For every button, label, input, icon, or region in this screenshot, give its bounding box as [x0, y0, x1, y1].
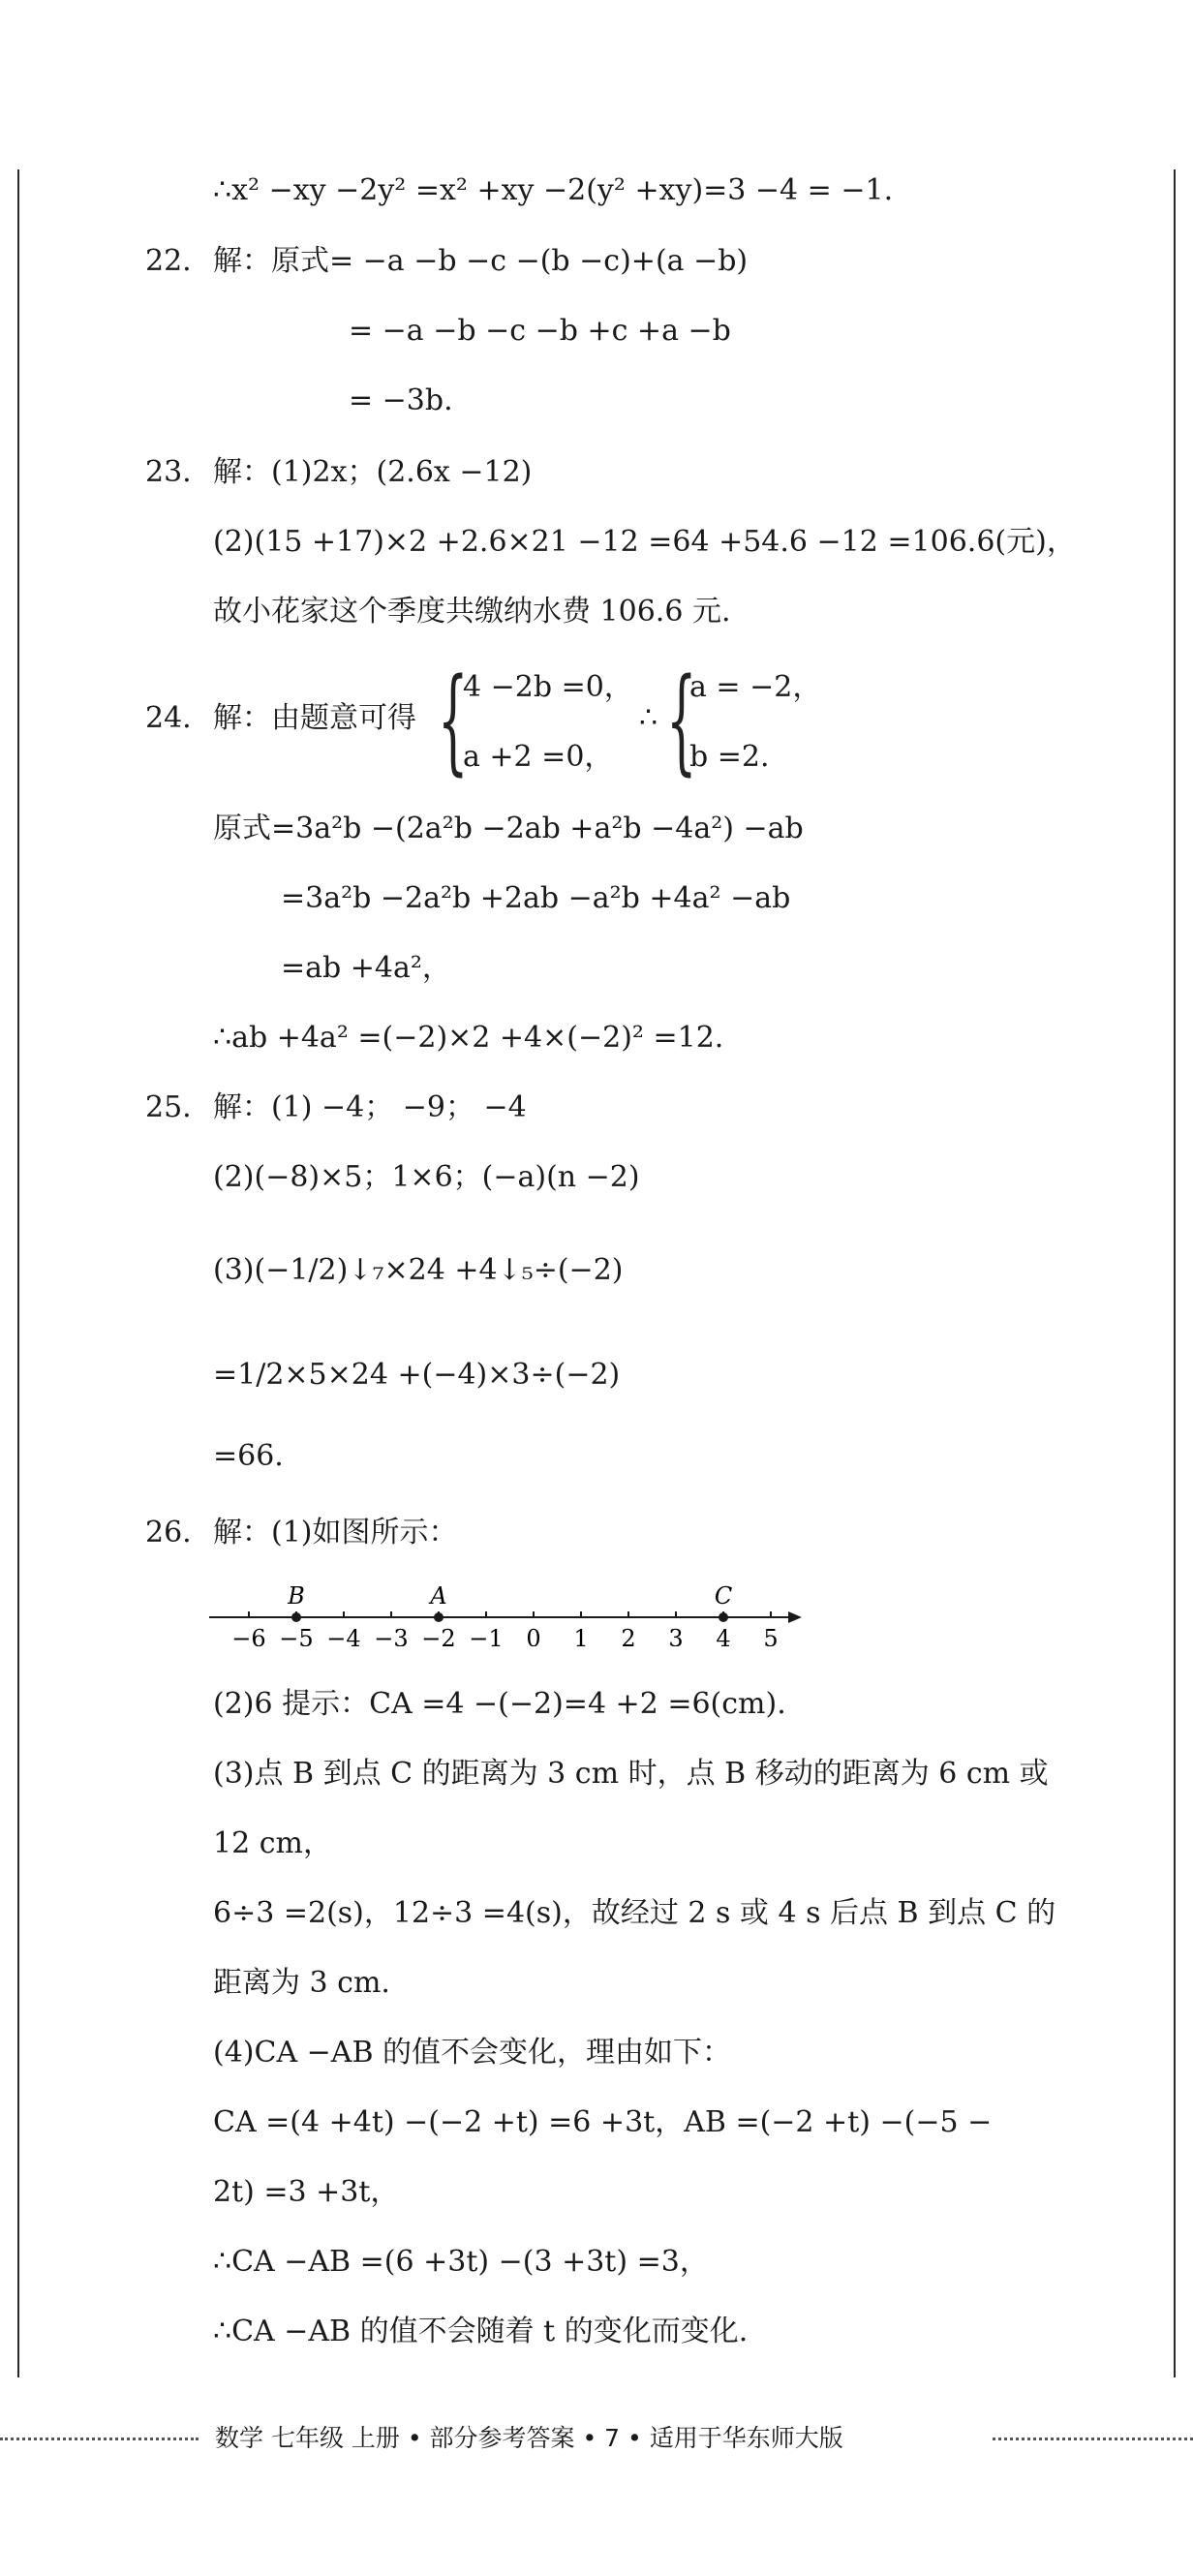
q24-line-5: ∴ab +4a² =(−2)×2 +4×(−2)² =12.	[213, 1021, 724, 1055]
left-margin-rule	[17, 169, 19, 2377]
left-brace-1: {	[438, 653, 469, 786]
q24-therefore: ∴	[639, 701, 658, 735]
q26-line-8: CA =(4 +4t) −(−2 +t) =6 +3t，AB =(−2 +t) −(−5 −	[213, 2105, 993, 2139]
q21-conclusion-text: ∴x² −xy −2y² =x² +xy −2(y² +xy)=3 −4 = −1.	[213, 173, 894, 207]
q26-line-9: 2t) =3 +3t，	[213, 2175, 400, 2209]
q22-line-2: = −a −b −c −b +c +a −b	[349, 314, 731, 348]
q24-system1-eq2: a +2 =0，	[463, 740, 614, 774]
number-line-arrow	[788, 1611, 802, 1623]
q25-line-1: 解：(1) −4； −9； −4	[213, 1090, 527, 1124]
number-line	[194, 1569, 813, 1646]
footer-dots-right	[993, 2438, 1193, 2440]
q26-line-6: 距离为 3 cm.	[213, 1966, 390, 2000]
tick-label: −1	[469, 1625, 504, 1646]
point-label-a: A	[430, 1582, 447, 1610]
tick-label: −3	[374, 1625, 409, 1646]
tick-label: 0	[526, 1625, 541, 1646]
tick-label: −4	[326, 1625, 361, 1646]
q22-number: 22.	[145, 244, 192, 278]
point-label-c: C	[714, 1582, 733, 1610]
q21-conclusion	[213, 171, 893, 210]
q26-line-5: 6÷3 =2(s)，12÷3 =4(s)，故经过 2 s 或 4 s 后点 B 到点 C 的	[213, 1896, 1056, 1930]
q25-line-2: (2)(−8)×5；1×6；(−a)(n −2)	[213, 1160, 640, 1194]
q22-line-1: 解：原式= −a −b −c −(b −c)+(a −b)	[213, 244, 749, 278]
q23-line-3: 故小花家这个季度共缴纳水费 106.6 元.	[213, 595, 731, 629]
q26-line-11: ∴CA −AB 的值不会随着 t 的变化而变化.	[213, 2315, 749, 2348]
q24-line-1: 解：由题意可得	[213, 701, 416, 735]
q26-line-10: ∴CA −AB =(6 +3t) −(3 +3t) =3，	[213, 2245, 709, 2279]
tick-label: −5	[279, 1625, 314, 1646]
q26-number: 26.	[145, 1516, 192, 1549]
q22-line-3: = −3b.	[349, 383, 453, 417]
page-footer	[0, 2419, 1193, 2458]
tick-label: 4	[716, 1625, 731, 1646]
q23-line-1: 解：(1)2x；(2.6x −12)	[213, 455, 533, 489]
footer-dots-left	[0, 2438, 199, 2440]
q25-line-4: =1/2×5×24 +(−4)×3÷(−2)	[213, 1358, 621, 1392]
q26-line-1: 解：(1)如图所示：	[213, 1516, 458, 1549]
q26-line-7: (4)CA −AB 的值不会变化，理由如下：	[213, 2036, 732, 2070]
q26-line-2: (2)6 提示：CA =4 −(−2)=4 +2 =6(cm).	[213, 1687, 786, 1721]
q24-line-2: 原式=3a²b −(2a²b −2ab +a²b −4a²) −ab	[213, 812, 804, 845]
q25-line-5: =66.	[213, 1439, 284, 1473]
q24-line-4: =ab +4a²，	[281, 951, 451, 985]
tick-label: −6	[231, 1625, 266, 1646]
tick-label: 3	[668, 1625, 684, 1646]
q24-number: 24.	[145, 701, 192, 735]
point-b	[291, 1612, 301, 1622]
q24-line-3: =3a²b −2a²b +2ab −a²b +4a² −ab	[281, 881, 791, 915]
q25-line-3: (3)(−1/2)↓₇×24 +4↓₅÷(−2)	[213, 1253, 624, 1287]
q24-system2-eq1: a = −2，	[689, 670, 822, 704]
footer-text: 数学 七年级 上册 • 部分参考答案 • 7 • 适用于华东师大版	[215, 2424, 843, 2452]
tick-label: 2	[621, 1625, 636, 1646]
tick-label: 5	[763, 1625, 779, 1646]
number-line-points	[287, 1582, 732, 1622]
q25-number: 25.	[145, 1090, 192, 1124]
q26-line-3: (3)点 B 到点 C 的距离为 3 cm 时，点 B 移动的距离为 6 cm 或	[213, 1757, 1049, 1791]
q24-system2-eq2: b =2.	[689, 740, 770, 774]
right-margin-rule	[1174, 169, 1176, 2377]
point-c	[719, 1612, 728, 1622]
point-label-b: B	[288, 1582, 305, 1610]
tick-label: 1	[573, 1625, 589, 1646]
left-brace-2: {	[666, 653, 697, 786]
tick-label: −2	[421, 1625, 456, 1646]
q23-line-2: (2)(15 +17)×2 +2.6×21 −12 =64 +54.6 −12 =106.6(元)，	[213, 525, 1076, 559]
q26-line-4: 12 cm，	[213, 1826, 332, 1860]
point-a	[434, 1612, 444, 1622]
q24-system1-eq1: 4 −2b =0，	[463, 670, 633, 704]
q23-number: 23.	[145, 455, 192, 489]
